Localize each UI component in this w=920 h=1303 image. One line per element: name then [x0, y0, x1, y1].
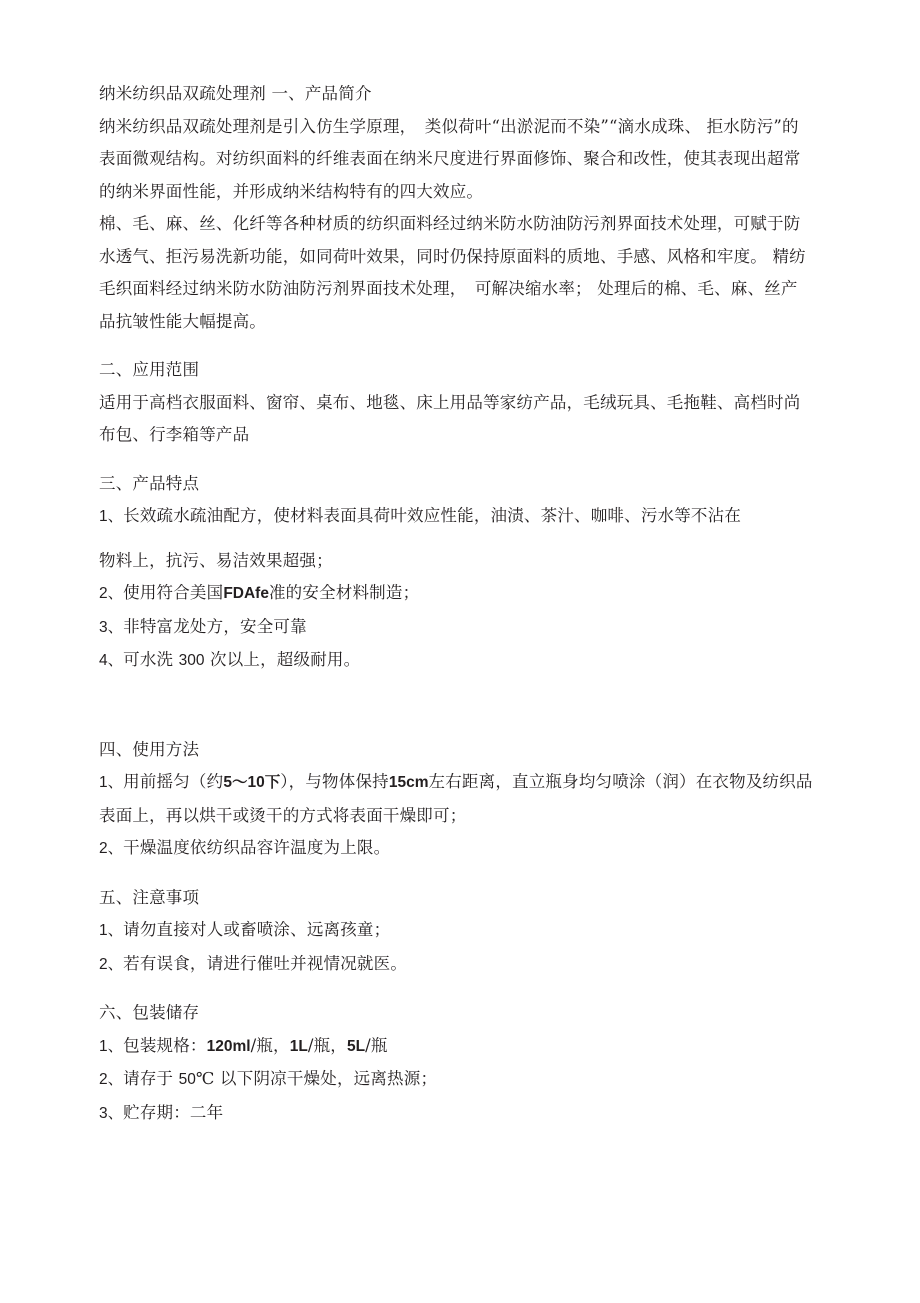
packaging-size-1: 120ml — [206, 1037, 251, 1055]
usage-item-1-seg-3: 左右距离，直立瓶身均匀喷涂（润）在衣物及纺织品表面上，再以烘干或烫干的方式将表面干燥即可； — [99, 772, 813, 825]
list-marker: 3、 — [99, 1104, 124, 1122]
intro-paragraph-2: 棉、毛、麻、丝、化纤等各种材质的纺织面料经过纳米防水防油防污剂界面技术处理，可赋于防水透气、拒污易洗新功能，如同荷叶效果，同时仍保持原面料的质地、手感、风格和牢度。 精纺毛织面料经过纳米防水防油防污剂界面技术处理， 可解决缩水率； 处理后的棉、毛、麻、丝产品抗皱性能大幅提高。 — [99, 214, 806, 331]
spacer — [99, 981, 813, 997]
usage-item-1-distance: 15cm — [388, 774, 429, 791]
caution-item-1 — [99, 914, 813, 948]
feature-item-1-line-2: 物料上，抗污、易洁效果超强； — [99, 550, 333, 570]
usage-item-1-seg-1: 用前摇匀（约 — [123, 772, 224, 791]
list-marker: 3、 — [99, 618, 124, 636]
spacer — [99, 452, 813, 468]
feature-item-4-number: 300 — [178, 652, 205, 669]
feature-item-4 — [99, 644, 813, 678]
feature-item-2-emphasis: FDAfe — [223, 585, 269, 602]
packaging-item-1 — [99, 1030, 813, 1064]
list-marker: 1、 — [99, 508, 124, 525]
list-marker: 4、 — [99, 652, 124, 669]
list-marker: 2、 — [99, 955, 124, 973]
heading-cautions: 五、注意事项 — [99, 887, 200, 907]
packaging-item-1-mid-1: /瓶， — [250, 1035, 290, 1055]
feature-item-3 — [99, 611, 813, 645]
scope-paragraph: 适用于高档衣服面料、窗帘、桌布、地毯、床上用品等家纺产品，毛绒玩具、毛拖鞋、高档时尚布包、行李箱等产品 — [99, 392, 801, 444]
packaging-item-1-pre: 包装规格： — [123, 1035, 207, 1055]
heading-usage: 四、使用方法 — [99, 739, 200, 759]
feature-item-2 — [99, 577, 813, 611]
feature-item-4-pre: 可水洗 — [123, 650, 179, 669]
packaging-item-1-post: /瓶 — [365, 1035, 388, 1055]
feature-item-4-post: 次以上，超级耐用。 — [204, 650, 361, 669]
feature-item-2-pre: 使用符合美国 — [123, 583, 224, 602]
packaging-item-3-text: 贮存期：二年 — [123, 1102, 224, 1122]
document-body — [99, 78, 813, 1130]
heading-features: 三、产品特点 — [99, 473, 200, 493]
usage-item-1-shake-count: 5～10下 — [223, 774, 281, 791]
spacer — [99, 866, 813, 882]
feature-item-3-pre: 非特富龙处方，安全可靠 — [123, 616, 307, 636]
caution-item-2-text: 若有误食，请进行催吐并视情况就医。 — [123, 953, 408, 973]
usage-item-2-text: 干燥温度依纺织品容许温度为上限。 — [123, 838, 391, 857]
caution-item-1-text: 请勿直接对人或畜喷涂、远离孩童； — [123, 920, 391, 939]
list-marker: 2、 — [99, 840, 124, 857]
packaging-item-2 — [99, 1063, 813, 1097]
feature-item-2-post: 准的安全材料制造； — [268, 583, 420, 602]
packaging-item-3 — [99, 1097, 813, 1131]
document-title-line: 纳米纺织品双疏处理剂 一、产品简介 — [99, 84, 372, 103]
usage-item-1-seg-2: ），与物体保持 — [280, 772, 389, 791]
feature-item-1-line-1 — [99, 500, 813, 534]
list-marker: 2、 — [99, 585, 124, 602]
intro-paragraph-1: 纳米纺织品双疏处理剂是引入仿生学原理， 类似荷叶“出淤泥而不染”“滴水成珠、 拒水防污”的表面微观结构。对纺织面料的纤维表面在纳米尺度进行界面修饰、聚合和改性，使其表现出超常的纳米界面性能，并形成纳米结构特有的四大效应。 — [99, 116, 801, 201]
feature-item-1-text-a: 长效疏水疏油配方，使材料表面具荷叶效应性能，油渍、茶汁、咖啡、污水等不沾在 — [123, 506, 742, 525]
heading-packaging: 六、包装储存 — [99, 1003, 200, 1022]
packaging-size-3: 5L — [347, 1037, 366, 1055]
packaging-item-2-pre: 请存于 — [123, 1069, 179, 1088]
spacer — [99, 534, 813, 545]
spacer — [99, 338, 813, 354]
caution-item-2 — [99, 948, 813, 982]
spacer — [99, 678, 813, 734]
list-marker: 1、 — [99, 1037, 124, 1055]
packaging-item-2-post: 以下阴凉干燥处，远离热源； — [214, 1069, 438, 1088]
storage-temperature-unit: ℃ — [195, 1069, 215, 1088]
list-marker: 1、 — [99, 922, 124, 939]
storage-temperature: 50 — [178, 1071, 196, 1088]
usage-item-1 — [99, 766, 813, 832]
heading-scope: 二、应用范围 — [99, 360, 200, 379]
packaging-size-2: 1L — [289, 1037, 308, 1055]
usage-item-2 — [99, 832, 813, 866]
packaging-item-1-mid-2: /瓶， — [307, 1035, 348, 1055]
list-marker: 1、 — [99, 774, 124, 791]
list-marker: 2、 — [99, 1071, 124, 1088]
